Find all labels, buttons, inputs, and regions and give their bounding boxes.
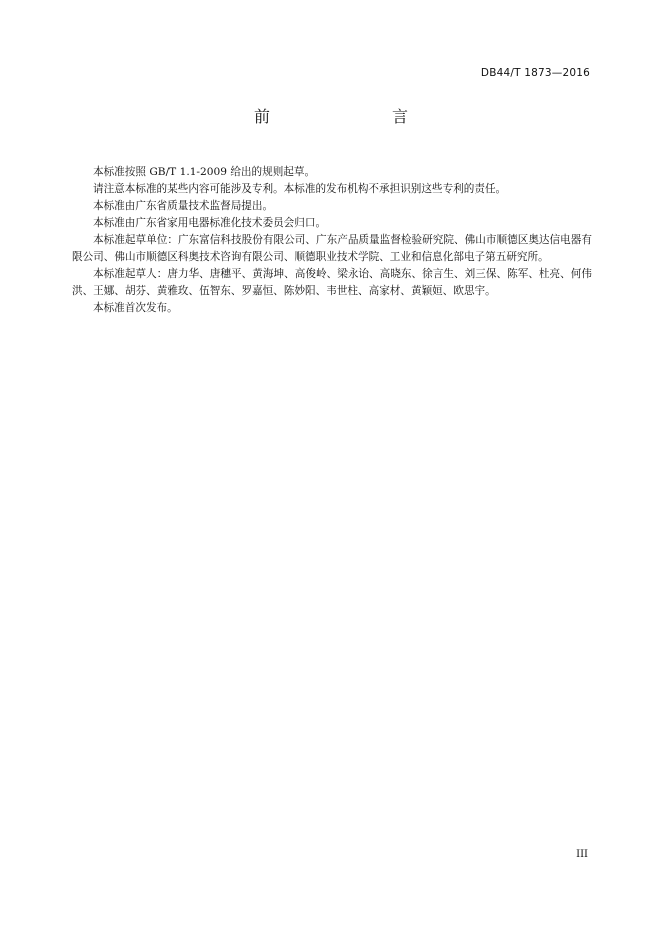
foreword-body xyxy=(72,164,592,317)
paragraph-drafters: 本标准起草人：唐力华、唐穗平、黄海坤、高俊岭、梁永诒、高晓东、徐言生、刘三保、陈军、杜亮、何伟洪、王娜、胡芬、黄雅玫、伍智东、罗嘉恒、陈妙阳、韦世柱、高家材、黄颖姮、欧思宇。 xyxy=(72,268,592,297)
paragraph-proposer: 本标准由广东省质量技术监督局提出。 xyxy=(93,200,274,212)
paragraph-drafting-units: 本标准起草单位：广东富信科技股份有限公司、广东产品质量监督检验研究院、佛山市顺德区奥达信电器有限公司、佛山市顺德区科奥技术咨询有限公司、顺德职业技术学院、工业和信息化部电子第五研究所。 xyxy=(72,234,592,263)
paragraph-centralized-unit: 本标准由广东省家用电器标准化技术委员会归口。 xyxy=(93,217,327,229)
page-number: III xyxy=(576,849,588,860)
paragraph-drafting-rules: 本标准按照 GB/T 1.1-2009 给出的规则起草。 xyxy=(93,166,316,178)
page-title: 前 言 xyxy=(253,107,438,126)
paragraph-patent-notice: 请注意本标准的某些内容可能涉及专利。本标准的发布机构不承担识别这些专利的责任。 xyxy=(93,183,507,195)
paragraph-first-release: 本标准首次发布。 xyxy=(93,302,178,314)
standard-code: DB44/T 1873—2016 xyxy=(480,67,590,79)
